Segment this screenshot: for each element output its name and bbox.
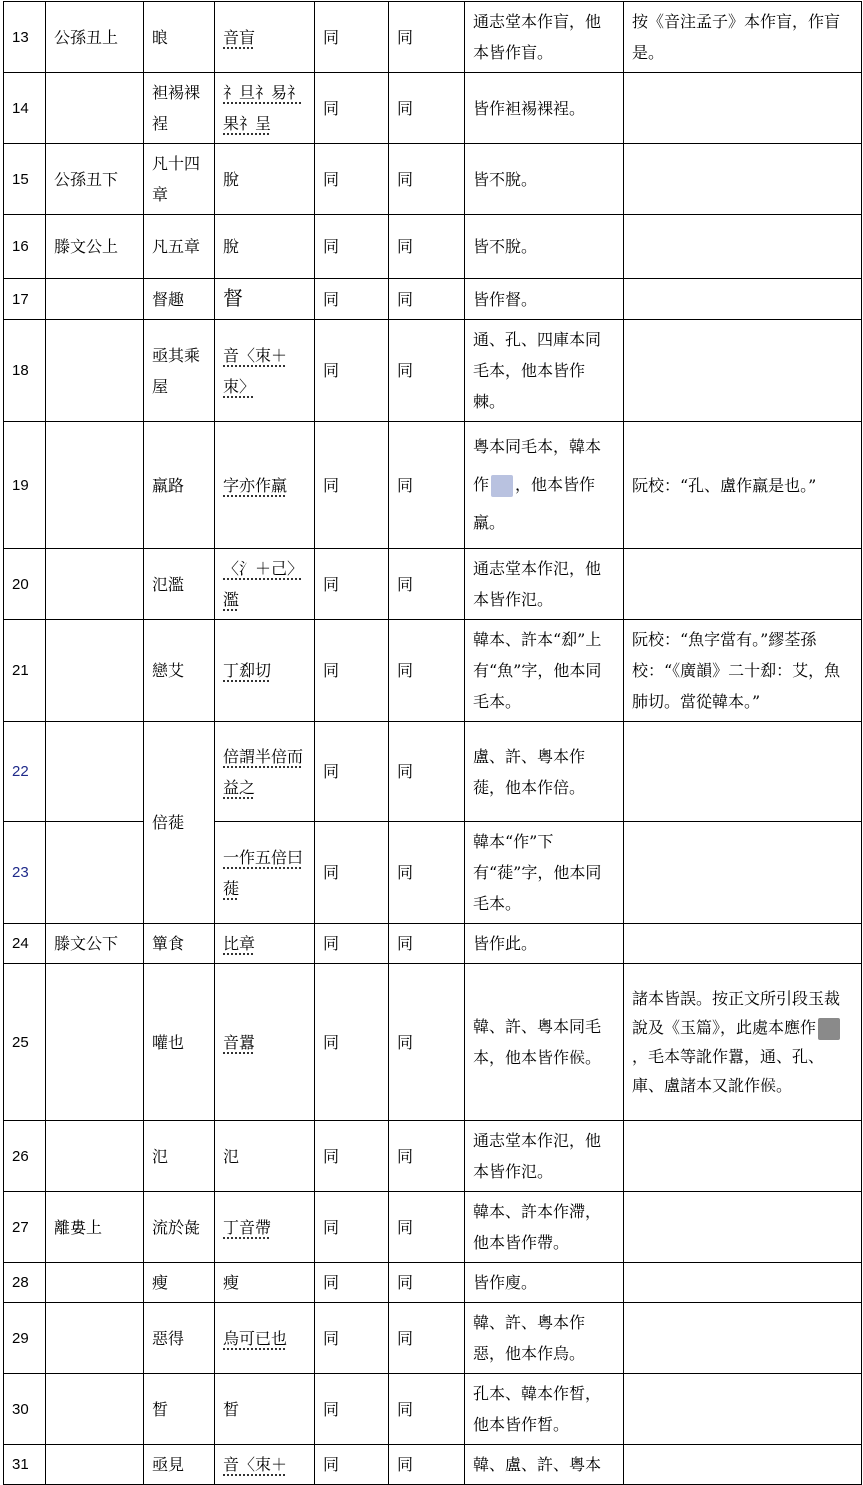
note-cell	[624, 144, 862, 215]
note-cell: 按《音注孟子》本作盲，作盲是。	[624, 2, 862, 73]
table-row	[4, 549, 862, 620]
word-cell: 督趣	[144, 279, 215, 320]
gloss-cell: 倍謂半倍而益之	[215, 722, 315, 822]
chapter-cell	[46, 1374, 144, 1445]
table-row	[4, 1121, 862, 1192]
note-cell	[624, 822, 862, 924]
variant-glyph-icon	[491, 475, 513, 497]
edition-cell: 同	[315, 2, 389, 73]
note-cell	[624, 215, 862, 279]
edition-cell: 同	[389, 2, 465, 73]
word-cell: 戀艾	[144, 620, 215, 722]
row-number: 30	[4, 1374, 46, 1445]
row-number: 23	[4, 822, 46, 924]
gloss-cell: 督	[215, 279, 315, 320]
note-cell	[624, 73, 862, 144]
word-cell: 嚾也	[144, 964, 215, 1121]
gloss-cell: 晳	[215, 1374, 315, 1445]
word-cell: 亟見	[144, 1445, 215, 1485]
edition-cell: 同	[389, 1192, 465, 1263]
edition-cell: 同	[315, 144, 389, 215]
note-cell	[624, 1445, 862, 1485]
word-cell: 晳	[144, 1374, 215, 1445]
gloss-cell: 氾	[215, 1121, 315, 1192]
row-number: 16	[4, 215, 46, 279]
word-cell: 袒裼裸裎	[144, 73, 215, 144]
row-number: 19	[4, 422, 46, 549]
word-cell: 凡五章	[144, 215, 215, 279]
edition-cell: 同	[389, 144, 465, 215]
chapter-cell	[46, 320, 144, 422]
row-number: 27	[4, 1192, 46, 1263]
edition-cell: 同	[315, 964, 389, 1121]
chapter-cell: 離婁上	[46, 1192, 144, 1263]
chapter-cell	[46, 964, 144, 1121]
note-cell: 阮校：“魚字當有。”繆荃孫校：“《廣韻》二十㕁：艾，魚肺切。當從韓本。”	[624, 620, 862, 722]
collation-cell: 通、孔、四庫本同毛本，他本皆作棘。	[465, 320, 624, 422]
edition-cell: 同	[315, 722, 389, 822]
edition-cell: 同	[315, 1263, 389, 1303]
chapter-cell	[46, 1121, 144, 1192]
gloss-cell: 一作五倍曰蓰	[215, 822, 315, 924]
note-cell	[624, 1374, 862, 1445]
collation-cell: 盧、許、粵本作蓰，他本作倍。	[465, 722, 624, 822]
edition-cell: 同	[389, 73, 465, 144]
word-cell: 凡十四章	[144, 144, 215, 215]
gloss-cell: 脫	[215, 215, 315, 279]
chapter-cell: 滕文公下	[46, 924, 144, 964]
note-cell	[624, 1303, 862, 1374]
collation-cell: 粵本同毛本，韓本作 ，他本皆作羸。	[465, 422, 624, 549]
chapter-cell	[46, 822, 144, 924]
row-number: 25	[4, 964, 46, 1121]
chapter-cell	[46, 620, 144, 722]
edition-cell: 同	[315, 279, 389, 320]
table-row	[4, 422, 862, 549]
gloss-cell: 音盲	[215, 2, 315, 73]
chapter-cell	[46, 722, 144, 822]
chapter-cell: 滕文公上	[46, 215, 144, 279]
word-cell: 㫰	[144, 2, 215, 73]
row-number: 22	[4, 722, 46, 822]
word-cell: 流於彘	[144, 1192, 215, 1263]
edition-cell: 同	[389, 924, 465, 964]
table-row	[4, 1374, 862, 1445]
row-number: 31	[4, 1445, 46, 1485]
row-number: 28	[4, 1263, 46, 1303]
gloss-cell: 烏可已也	[215, 1303, 315, 1374]
collation-cell: 皆作此。	[465, 924, 624, 964]
word-cell: 氾	[144, 1121, 215, 1192]
edition-cell: 同	[389, 215, 465, 279]
word-cell: 氾濫	[144, 549, 215, 620]
collation-cell: 韓本“作”下有“蓰”字，他本同毛本。	[465, 822, 624, 924]
edition-cell: 同	[315, 549, 389, 620]
collation-cell: 皆作袒裼裸裎。	[465, 73, 624, 144]
chapter-cell	[46, 279, 144, 320]
table-row	[4, 1263, 862, 1303]
collation-cell: 孔本、韓本作晳，他本皆作晳。	[465, 1374, 624, 1445]
word-cell: 倍蓰	[144, 722, 215, 924]
edition-cell: 同	[315, 1121, 389, 1192]
table-row	[4, 1445, 862, 1485]
row-number: 20	[4, 549, 46, 620]
edition-cell: 同	[389, 620, 465, 722]
note-cell	[624, 924, 862, 964]
note-cell: 諸本皆誤。按正文所引段玉裁說及《玉篇》，此處本應作，毛本等訛作囂，通、孔、庫、盧諸本又訛作𠋫。	[624, 964, 862, 1121]
row-number: 18	[4, 320, 46, 422]
note-cell	[624, 320, 862, 422]
edition-cell: 同	[389, 722, 465, 822]
chapter-cell	[46, 549, 144, 620]
note-cell	[624, 1121, 862, 1192]
edition-cell: 同	[315, 1192, 389, 1263]
row-number: 14	[4, 73, 46, 144]
collation-cell: 通志堂本作盲，他本皆作盲。	[465, 2, 624, 73]
collation-cell: 皆不脫。	[465, 144, 624, 215]
chapter-cell	[46, 1303, 144, 1374]
table-row	[4, 620, 862, 722]
gloss-cell: 音〈朿＋	[215, 1445, 315, 1485]
collation-cell: 皆作廋。	[465, 1263, 624, 1303]
table-row	[4, 279, 862, 320]
edition-cell: 同	[315, 73, 389, 144]
gloss-cell: 丁㕁切	[215, 620, 315, 722]
table-row	[4, 1192, 862, 1263]
edition-cell: 同	[315, 1374, 389, 1445]
chapter-cell: 公孫丑下	[46, 144, 144, 215]
note-cell	[624, 1192, 862, 1263]
collation-cell: 皆作督。	[465, 279, 624, 320]
edition-cell: 同	[315, 422, 389, 549]
collation-cell: 韓、盧、許、粵本	[465, 1445, 624, 1485]
edition-cell: 同	[315, 924, 389, 964]
collation-cell: 韓、許、粵本作惡，他本作烏。	[465, 1303, 624, 1374]
table-row	[4, 144, 862, 215]
gloss-cell: 比章	[215, 924, 315, 964]
gloss-cell: 字亦作羸	[215, 422, 315, 549]
edition-cell: 同	[315, 1445, 389, 1485]
edition-cell: 同	[389, 1263, 465, 1303]
word-cell: 惡得	[144, 1303, 215, 1374]
edition-cell: 同	[389, 822, 465, 924]
edition-cell: 同	[389, 964, 465, 1121]
gloss-cell: 礻旦礻易礻果礻呈	[215, 73, 315, 144]
row-number: 21	[4, 620, 46, 722]
collation-cell: 韓、許、粵本同毛本，他本皆作𠋫。	[465, 964, 624, 1121]
row-number: 26	[4, 1121, 46, 1192]
collation-cell: 皆不脫。	[465, 215, 624, 279]
table-row	[4, 215, 862, 279]
gloss-cell: 音〈朿＋朿〉	[215, 320, 315, 422]
row-number: 17	[4, 279, 46, 320]
row-number: 29	[4, 1303, 46, 1374]
gloss-cell: 脫	[215, 144, 315, 215]
chapter-cell	[46, 1263, 144, 1303]
table-row	[4, 320, 862, 422]
chapter-cell	[46, 73, 144, 144]
gloss-cell: 〈氵＋己〉濫	[215, 549, 315, 620]
collation-cell: 通志堂本作氾，他本皆作氾。	[465, 1121, 624, 1192]
word-cell: 亟其乘屋	[144, 320, 215, 422]
edition-cell: 同	[389, 422, 465, 549]
edition-cell: 同	[315, 620, 389, 722]
row-number: 24	[4, 924, 46, 964]
chapter-cell	[46, 1445, 144, 1485]
word-cell: 瘦	[144, 1263, 215, 1303]
note-cell	[624, 549, 862, 620]
edition-cell: 同	[389, 1374, 465, 1445]
edition-cell: 同	[315, 320, 389, 422]
collation-table	[3, 1, 862, 1485]
gloss-cell: 音囂	[215, 964, 315, 1121]
word-cell: 羸路	[144, 422, 215, 549]
collation-cell: 通志堂本作氾，他本皆作氾。	[465, 549, 624, 620]
table-row	[4, 964, 862, 1121]
table-row	[4, 2, 862, 73]
collation-cell: 韓本、許本“㕁”上有“魚”字，他本同毛本。	[465, 620, 624, 722]
gloss-cell: 瘦	[215, 1263, 315, 1303]
edition-cell: 同	[389, 279, 465, 320]
note-cell	[624, 279, 862, 320]
word-cell: 簞食	[144, 924, 215, 964]
table-row	[4, 73, 862, 144]
row-number: 13	[4, 2, 46, 73]
table-row	[4, 822, 862, 924]
chapter-cell	[46, 422, 144, 549]
edition-cell: 同	[389, 1303, 465, 1374]
gloss-cell: 丁音帶	[215, 1192, 315, 1263]
edition-cell: 同	[315, 822, 389, 924]
chapter-cell: 公孫丑上	[46, 2, 144, 73]
edition-cell: 同	[315, 215, 389, 279]
note-cell: 阮校：“孔、盧作羸是也。”	[624, 422, 862, 549]
variant-glyph-icon	[818, 1018, 840, 1040]
edition-cell: 同	[389, 549, 465, 620]
edition-cell: 同	[389, 1445, 465, 1485]
table-row	[4, 924, 862, 964]
edition-cell: 同	[315, 1303, 389, 1374]
edition-cell: 同	[389, 320, 465, 422]
table-row	[4, 722, 862, 822]
note-cell	[624, 722, 862, 822]
edition-cell: 同	[389, 1121, 465, 1192]
note-cell	[624, 1263, 862, 1303]
row-number: 15	[4, 144, 46, 215]
table-row	[4, 1303, 862, 1374]
collation-cell: 韓本、許本作滯，他本皆作帶。	[465, 1192, 624, 1263]
